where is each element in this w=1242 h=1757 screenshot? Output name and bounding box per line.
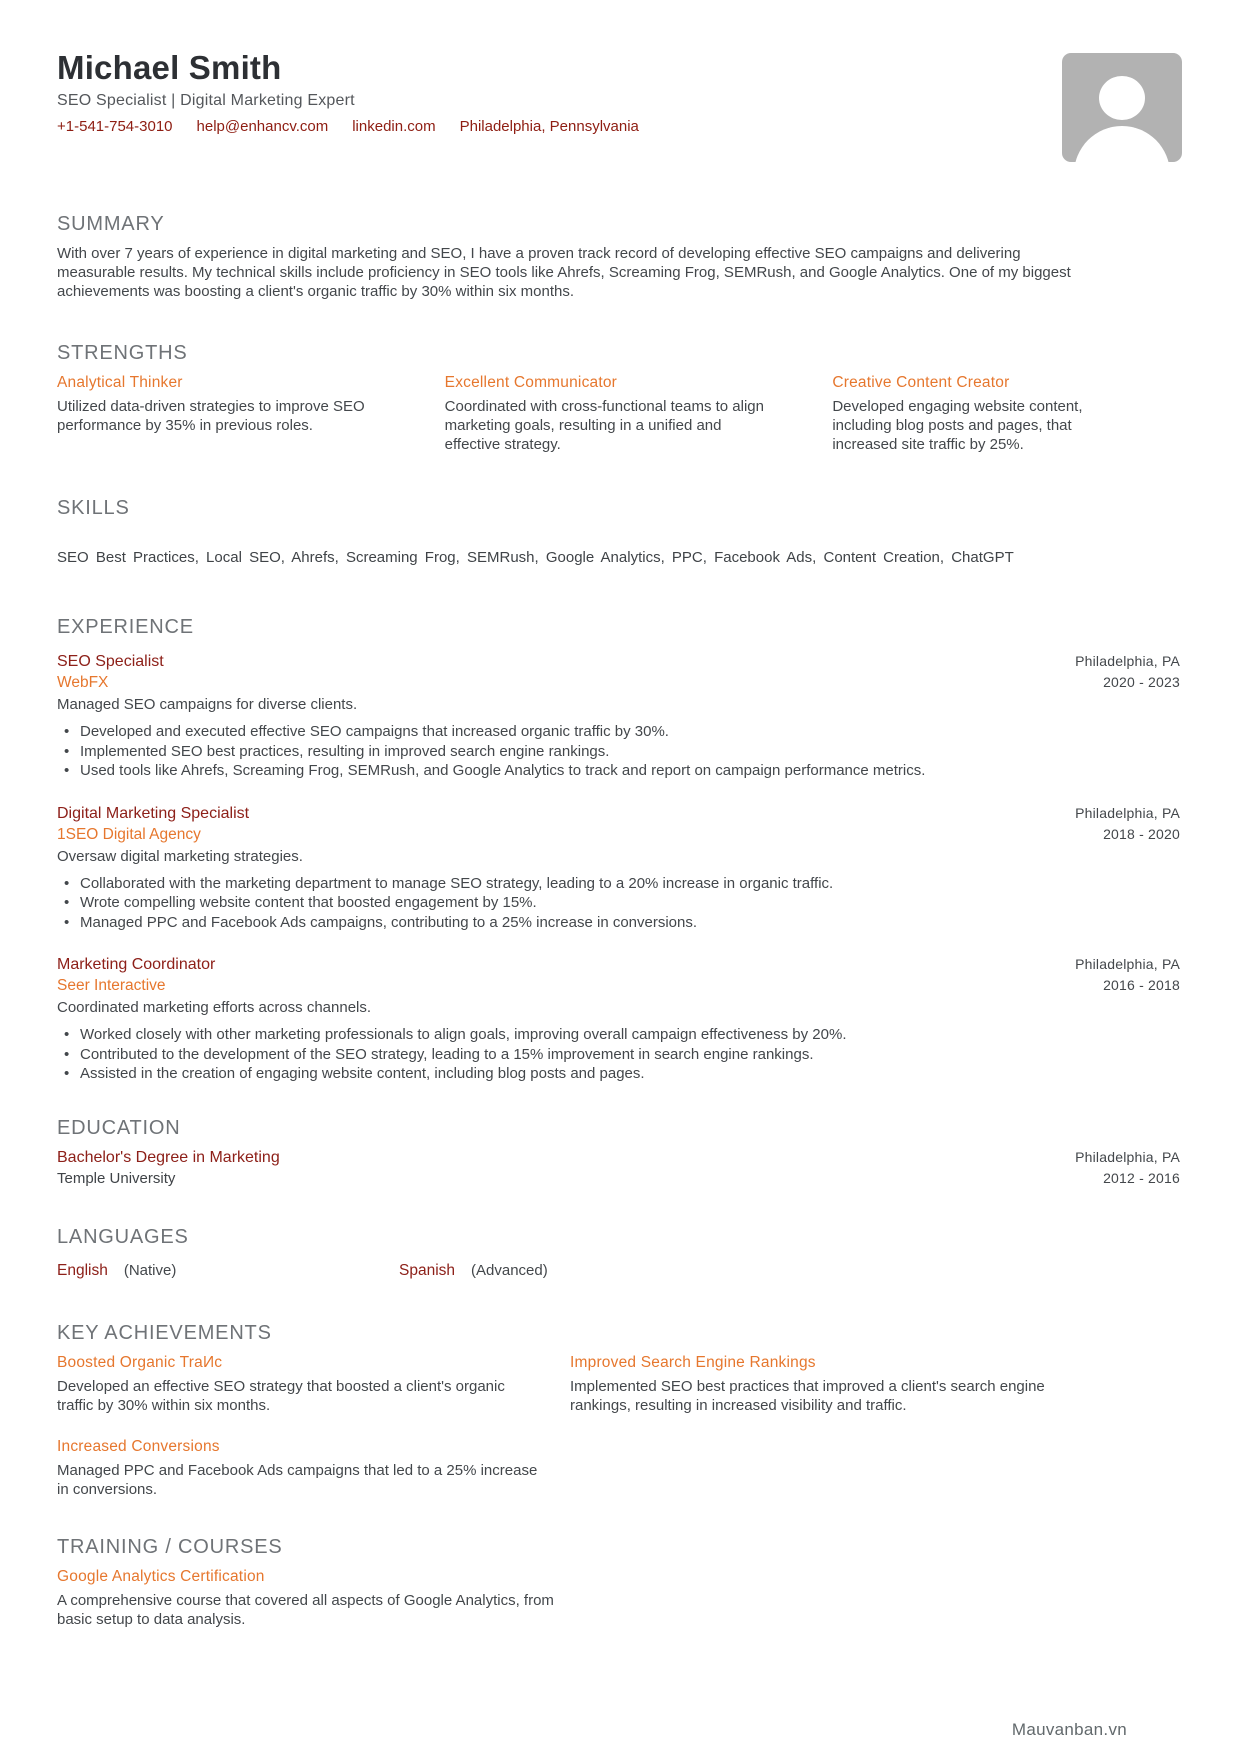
job-description: Coordinated marketing efforts across channels. <box>57 999 372 1016</box>
profile-photo-placeholder <box>1062 53 1182 162</box>
language-level: (Native) <box>123 1261 177 1279</box>
achievement-text: Developed an effective SEO strategy that boosted a client's organic traffic by 30% within six months. <box>57 1377 505 1414</box>
strengths-section <box>57 341 1180 454</box>
job-company-row <box>57 824 1180 845</box>
bullet-point: • Managed PPC and Facebook Ads campaigns, contributing to a 25% increase in conversions. <box>57 913 1180 933</box>
experience-entry <box>57 803 1180 933</box>
strengths-grid <box>57 373 1180 454</box>
degree-title: Bachelor's Degree in Marketing <box>57 1148 280 1166</box>
job-title-row <box>57 954 1180 975</box>
achievement-title: Increased Conversions <box>57 1437 220 1455</box>
training-section <box>57 1535 1180 1629</box>
bullet-point: • Worked closely with other marketing professionals to align goals, improving overall campaign effectiveness by 20%. <box>57 1025 1180 1045</box>
course-text: A comprehensive course that covered all aspects of Google Analytics, from basic setup to data analysis. <box>57 1591 554 1628</box>
section-heading-strengths: STRENGTHS <box>57 342 188 364</box>
email-link[interactable]: help@enhancv.com <box>196 118 329 135</box>
course-title: Google Analytics Certification <box>57 1567 265 1585</box>
school-name: Temple University <box>57 1169 176 1187</box>
job-bullet-list <box>57 722 1180 781</box>
achievement-text: Managed PPC and Facebook Ads campaigns that led to a 25% increase in conversions. <box>57 1461 538 1498</box>
summary-text: With over 7 years of experience in digital marketing and SEO, I have a proven track record of developing effective SEO campaigns and delivering measurable results. My technical skills include proficiency in SEO tools like Ahrefs, Screaming Frog, SEMRush, and Google Analytics. One of my biggest achievements was boosting a client's organic traffic by 30% within six months. <box>57 245 1071 300</box>
section-heading-education: EDUCATION <box>57 1116 181 1139</box>
location-text: Philadelphia, Pennsylvania <box>459 118 639 135</box>
job-title: SEO Specialist <box>57 653 164 670</box>
company-name: Seer Interactive <box>57 977 166 994</box>
strength-text: Developed engaging website content, including blog posts and pages, that increased site traffic by 25%. <box>832 398 1083 453</box>
section-heading-languages: LANGUAGES <box>57 1225 189 1248</box>
job-dates: 2016 - 2018 <box>1103 977 1180 993</box>
achievement-text: Implemented SEO best practices that improved a client's search engine rankings, resulting in increased visibility and traffic. <box>570 1377 1045 1414</box>
language-level: (Advanced) <box>471 1261 548 1279</box>
job-location: Philadelphia, PA <box>1075 653 1180 669</box>
linkedin-link[interactable]: linkedin.com <box>352 118 436 135</box>
summary-section <box>57 212 1180 301</box>
experience-section <box>57 615 1180 1084</box>
bullet-point: • Collaborated with the marketing department to manage SEO strategy, leading to a 20% increase in organic traffic. <box>57 874 1180 894</box>
strength-item <box>57 373 405 454</box>
job-title-row <box>57 803 1180 824</box>
contact-row <box>57 117 1180 136</box>
strength-item <box>445 373 793 454</box>
section-heading-training: TRAINING / COURSES <box>57 1535 283 1558</box>
achievement-title: Improved Search Engine Rankings <box>570 1353 816 1371</box>
job-dates: 2020 - 2023 <box>1103 674 1180 690</box>
section-heading-skills: SKILLS <box>57 497 130 519</box>
company-name: 1SEO Digital Agency <box>57 825 201 843</box>
job-company-row <box>57 975 1180 996</box>
degree-row <box>57 1140 1180 1168</box>
job-description: Managed SEO campaigns for diverse clients. <box>57 696 358 713</box>
section-heading-experience: EXPERIENCE <box>57 616 194 638</box>
resume-header <box>57 50 1180 136</box>
job-dates: 2018 - 2020 <box>1103 825 1180 842</box>
achievement-item <box>57 1437 543 1499</box>
strength-title: Excellent Communicator <box>444 374 618 391</box>
course-item <box>57 1567 1180 1629</box>
bullet-point: • Assisted in the creation of engaging website content, including blog posts and pages. <box>57 1064 1180 1084</box>
job-title: Digital Marketing Specialist <box>57 804 250 822</box>
skills-section <box>57 496 1180 567</box>
bullet-point: • Wrote compelling website content that boosted engagement by 15%. <box>57 893 1180 913</box>
section-heading-achievements: KEY ACHIEVEMENTS <box>57 1321 272 1344</box>
watermark-text: Mauvanban.vn <box>1011 1720 1127 1739</box>
language-item <box>57 1261 399 1281</box>
bullet-point: • Implemented SEO best practices, resulting in improved search engine rankings. <box>57 742 1180 762</box>
achievement-item <box>570 1353 1180 1415</box>
language-name: English <box>57 1261 108 1279</box>
languages-row <box>57 1261 1180 1281</box>
company-name: WebFX <box>57 674 109 691</box>
language-item <box>399 1261 741 1281</box>
phone-number: +1-541-754-3010 <box>57 118 173 135</box>
page-title: Michael Smith <box>57 49 282 86</box>
job-company-row <box>57 672 1180 693</box>
strength-text: Utilized data-driven strategies to improve SEO performance by 35% in previous roles. <box>57 398 365 434</box>
languages-section <box>57 1225 1180 1281</box>
section-heading-summary: SUMMARY <box>57 213 165 235</box>
education-dates: 2012 - 2016 <box>1103 1169 1180 1186</box>
bullet-point: • Used tools like Ahrefs, Screaming Frog, SEMRush, and Google Analytics to track and report on campaign performance metrics. <box>57 761 1180 781</box>
job-location: Philadelphia, PA <box>1075 804 1180 821</box>
job-location: Philadelphia, PA <box>1075 956 1180 972</box>
job-description: Oversaw digital marketing strategies. <box>57 847 303 865</box>
achievements-section <box>57 1321 1180 1499</box>
strength-text: Coordinated with cross-functional teams to align marketing goals, resulting in a unified and effective strategy. <box>444 398 764 453</box>
experience-entry <box>57 651 1180 781</box>
job-title: Marketing Coordinator <box>57 956 216 973</box>
education-section <box>57 1116 1180 1189</box>
achievement-title: Boosted Organic TraИc <box>57 1353 223 1371</box>
bullet-point: • Contributed to the development of the SEO strategy, leading to a 15% improvement in search engine rankings. <box>57 1045 1180 1065</box>
experience-entry <box>57 954 1180 1084</box>
education-location: Philadelphia, PA <box>1075 1148 1180 1165</box>
language-name: Spanish <box>399 1261 456 1279</box>
bullet-point: • Developed and executed effective SEO campaigns that increased organic traffic by 30%. <box>57 722 1180 742</box>
strength-title: Creative Content Creator <box>832 374 1010 391</box>
achievement-item <box>57 1353 543 1415</box>
strength-item <box>832 373 1180 454</box>
job-subtitle: SEO Specialist | Digital Marketing Expert <box>57 92 355 109</box>
skills-list: SEO Best Practices, Local SEO, Ahrefs, Screaming Frog, SEMRush, Google Analytics, PPC, Facebook Ads, Content Creation, ChatGPT <box>57 549 1014 566</box>
job-bullet-list <box>57 874 1180 933</box>
job-title-row <box>57 651 1180 672</box>
job-bullet-list <box>57 1025 1180 1084</box>
achievements-grid <box>57 1353 1180 1499</box>
person-icon <box>1062 53 1182 162</box>
strength-title: Analytical Thinker <box>57 374 183 391</box>
school-row <box>57 1168 1180 1189</box>
